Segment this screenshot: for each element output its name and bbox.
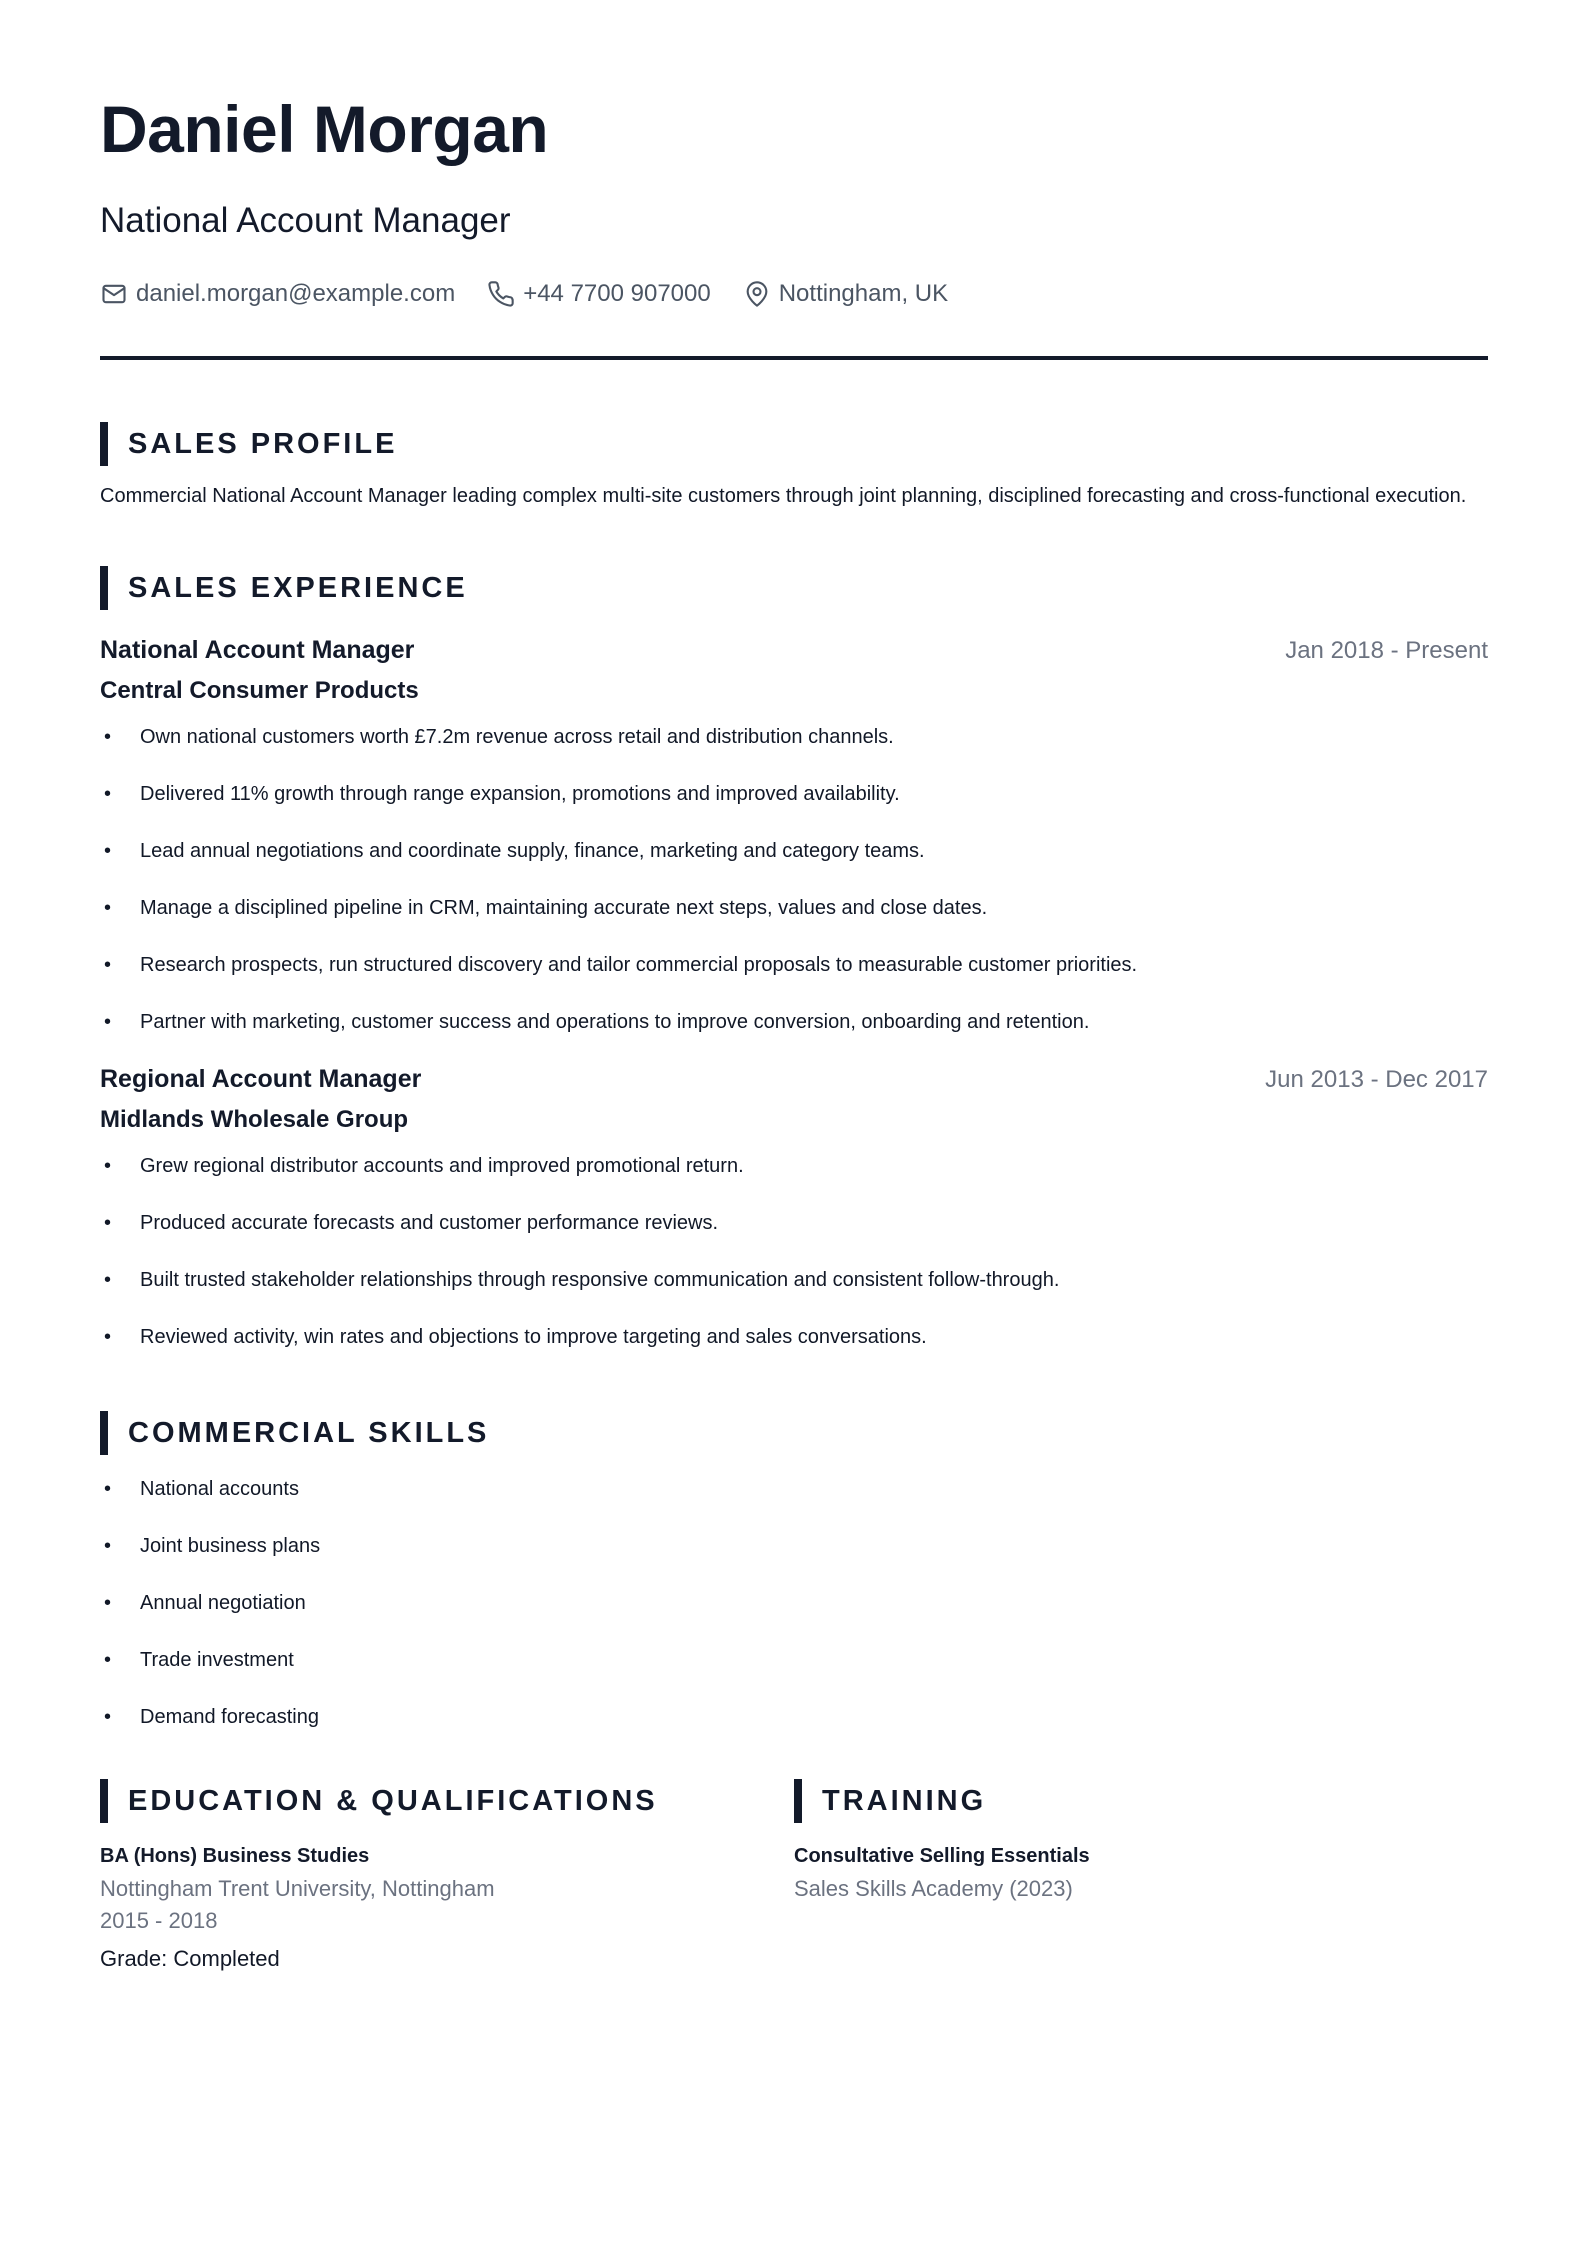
skills-section [100, 1411, 1488, 1731]
job-bullets [100, 723, 1488, 1036]
candidate-name: Daniel Morgan [100, 92, 549, 166]
section-heading [100, 422, 1488, 466]
email-text: daniel.morgan@example.com [136, 280, 456, 307]
education-school: Nottingham Trent University, Nottingham [100, 1876, 495, 1901]
list-item: • Built trusted stakeholder relationships through responsive communication and consistent follow-through. [100, 1266, 1488, 1294]
experience-heading: SALES EXPERIENCE [128, 571, 468, 604]
job-entry [100, 636, 1488, 1036]
profile-summary: Commercial National Account Manager leading complex multi-site customers through joint planning, disciplined forecasting and cross-functional execution. [100, 485, 1467, 507]
candidate-title: National Account Manager [100, 201, 511, 240]
list-item: • Partner with marketing, customer success and operations to improve conversion, onboarding and retention. [100, 1008, 1488, 1036]
section-heading [100, 566, 1488, 610]
job-title: Regional Account Manager [100, 1065, 422, 1093]
job-dates: Jun 2013 - Dec 2017 [1265, 1066, 1488, 1093]
section-marker [100, 1779, 108, 1823]
job-entry [100, 1065, 1488, 1351]
job-dates: Jan 2018 - Present [1285, 637, 1488, 664]
list-item: • Joint business plans [100, 1532, 1488, 1560]
list-item: • Reviewed activity, win rates and objections to improve targeting and sales conversations. [100, 1323, 1488, 1351]
location-text: Nottingham, UK [778, 280, 949, 307]
education-heading: EDUCATION & QUALIFICATIONS [128, 1784, 658, 1817]
list-item: • Grew regional distributor accounts and improved promotional return. [100, 1152, 1488, 1180]
training-section [794, 1779, 1488, 1972]
list-item: • Demand forecasting [100, 1703, 1488, 1731]
training-course: Consultative Selling Essentials [794, 1845, 1090, 1867]
list-item: • Produced accurate forecasts and customer performance reviews. [100, 1209, 1488, 1237]
list-item: • Annual negotiation [100, 1589, 1488, 1617]
training-provider: Sales Skills Academy (2023) [794, 1876, 1073, 1901]
section-heading [794, 1779, 1488, 1823]
section-marker [100, 422, 108, 466]
section-heading [100, 1411, 1488, 1455]
map-pin-icon [743, 280, 771, 308]
job-title: National Account Manager [100, 636, 415, 664]
experience-section [100, 566, 1488, 1351]
profile-heading: SALES PROFILE [128, 427, 398, 460]
education-training-row [100, 1779, 1488, 1972]
section-marker [794, 1779, 802, 1823]
mail-icon [100, 280, 128, 308]
list-item: • Research prospects, run structured discovery and tailor commercial proposals to measurable customer priorities. [100, 951, 1488, 979]
list-item: • Lead annual negotiations and coordinate supply, finance, marketing and category teams. [100, 837, 1488, 865]
contact-location [743, 280, 948, 308]
training-heading: TRAINING [822, 1784, 987, 1817]
contact-row [100, 276, 1488, 312]
education-years: 2015 - 2018 [100, 1908, 218, 1933]
section-heading [100, 1779, 794, 1823]
header-divider [100, 356, 1488, 360]
skills-list [100, 1475, 1488, 1731]
education-section [100, 1779, 794, 1972]
education-degree: BA (Hons) Business Studies [100, 1845, 370, 1867]
profile-section [100, 422, 1488, 512]
job-header [100, 1065, 1488, 1094]
phone-text: +44 7700 907000 [523, 280, 711, 307]
section-marker [100, 566, 108, 610]
section-marker [100, 1411, 108, 1455]
list-item: • Delivered 11% growth through range expansion, promotions and improved availability. [100, 780, 1488, 808]
job-header [100, 636, 1488, 665]
list-item: • Manage a disciplined pipeline in CRM, maintaining accurate next steps, values and close dates. [100, 894, 1488, 922]
education-grade: Grade: Completed [100, 1946, 280, 1971]
skills-heading: COMMERCIAL SKILLS [128, 1416, 490, 1449]
contact-phone[interactable] [487, 280, 711, 308]
job-bullets [100, 1152, 1488, 1351]
list-item: • Trade investment [100, 1646, 1488, 1674]
job-company: Central Consumer Products [100, 677, 419, 704]
job-company: Midlands Wholesale Group [100, 1106, 409, 1133]
list-item: • Own national customers worth £7.2m revenue across retail and distribution channels. [100, 723, 1488, 751]
phone-icon [487, 280, 515, 308]
list-item: • National accounts [100, 1475, 1488, 1503]
contact-email[interactable] [100, 280, 455, 308]
